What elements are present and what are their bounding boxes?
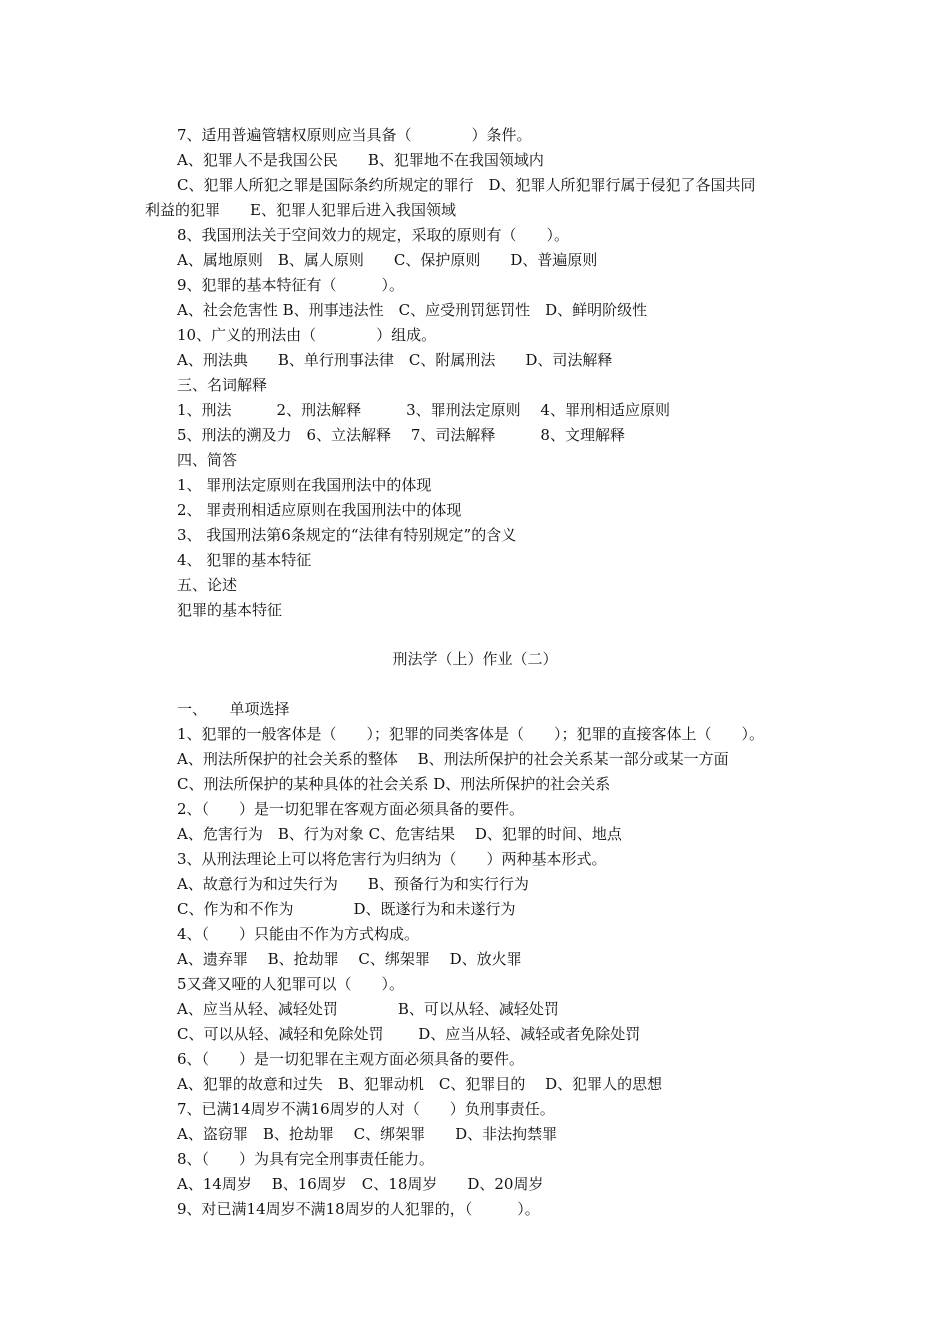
choice-question-3-options-cd: C、作为和不作为 D、既遂行为和未遂行为: [177, 900, 516, 918]
question-10-options: A、刑法典 B、单行刑事法律 C、附属刑法 D、司法解释: [177, 351, 613, 369]
choice-question-5-options-cd: C、可以从轻、减轻和免除处罚 D、应当从轻、减轻或者免除处罚: [177, 1025, 641, 1043]
short-answer-4: 4、 犯罪的基本特征: [177, 551, 312, 569]
question-8-options: A、属地原则 B、属人原则 C、保护原则 D、普遍原则: [177, 251, 598, 269]
choice-question-3-options-ab: A、故意行为和过失行为 B、预备行为和实行行为: [177, 875, 529, 893]
terms-list-2: 5、刑法的溯及力 6、立法解释 7、司法解释 8、文理解释: [177, 426, 625, 444]
assignment-title: 刑法学（上）作业（二）: [392, 650, 558, 668]
choice-question-6: 6、（ ）是一切犯罪在主观方面必须具备的要件。: [177, 1050, 525, 1068]
question-8: 8、我国刑法关于空间效力的规定，采取的原则有（ ）。: [177, 226, 570, 244]
section-heading-essay: 五、论述: [177, 576, 238, 594]
short-answer-2: 2、 罪责刑相适应原则在我国刑法中的体现: [177, 501, 462, 519]
question-9-options: A、社会危害性 B、刑事违法性 C、应受刑罚惩罚性 D、鲜明阶级性: [177, 301, 648, 319]
choice-question-1: 1、犯罪的一般客体是（ ）；犯罪的同类客体是（ ）；犯罪的直接客体上（ ）。: [177, 725, 765, 743]
choice-question-1-options-ab: A、刑法所保护的社会关系的整体 B、刑法所保护的社会关系某一部分或某一方面: [177, 750, 729, 768]
choice-question-6-options: A、犯罪的故意和过失 B、犯罪动机 C、犯罪目的 D、犯罪人的思想: [177, 1075, 663, 1093]
section-heading-terms: 三、名词解释: [177, 376, 268, 394]
short-answer-3: 3、 我国刑法第6条规定的“法律有特别规定”的含义: [177, 526, 517, 544]
choice-question-4: 4、（ ）只能由不作为方式构成。: [177, 925, 420, 943]
question-7-options-cd: C、犯罪人所犯之罪是国际条约所规定的罪行 D、犯罪人所犯罪行属于侵犯了各国共同: [177, 176, 756, 194]
choice-question-3: 3、从刑法理论上可以将危害行为归纳为（ ）两种基本形式。: [177, 850, 607, 868]
question-7-options-ab: A、犯罪人不是我国公民 B、犯罪地不在我国领域内: [177, 151, 544, 169]
terms-list-1: 1、刑法 2、刑法解释 3、罪刑法定原则 4、罪刑相适应原则: [177, 401, 670, 419]
choice-question-1-options-cd: C、刑法所保护的某种具体的社会关系 D、刑法所保护的社会关系: [177, 775, 611, 793]
choice-question-2: 2、（ ）是一切犯罪在客观方面必须具备的要件。: [177, 800, 525, 818]
choice-question-8-options: A、14周岁 B、16周岁 C、18周岁 D、20周岁: [177, 1175, 544, 1193]
section-heading-short-answer: 四、简答: [177, 451, 238, 469]
choice-question-8: 8、（ ）为具有完全刑事责任能力。: [177, 1150, 435, 1168]
question-10: 10、广义的刑法由（ ）组成。: [177, 326, 437, 344]
short-answer-1: 1、 罪刑法定原则在我国刑法中的体现: [177, 476, 432, 494]
choice-question-5-options-ab: A、应当从轻、减轻处罚 B、可以从轻、减轻处罚: [177, 1000, 559, 1018]
choice-question-7: 7、已满14周岁不满16周岁的人对（ ）负刑事责任。: [177, 1100, 555, 1118]
choice-question-9: 9、对已满14周岁不满18周岁的人犯罪的，（ ）。: [177, 1200, 540, 1218]
essay-topic: 犯罪的基本特征: [177, 601, 283, 619]
question-9: 9、犯罪的基本特征有（ ）。: [177, 276, 405, 294]
section-heading-single-choice: 一、 单项选择: [177, 700, 290, 718]
choice-question-2-options: A、危害行为 B、行为对象 C、危害结果 D、犯罪的时间、地点: [177, 825, 622, 843]
question-7: 7、适用普遍管辖权原则应当具备（ ）条件。: [177, 126, 532, 144]
choice-question-5: 5又聋又哑的人犯罪可以（ ）。: [177, 975, 405, 993]
choice-question-7-options: A、盗窃罪 B、抢劫罪 C、绑架罪 D、非法拘禁罪: [177, 1125, 558, 1143]
question-7-options-e: 利益的犯罪 E、犯罪人犯罪后进入我国领域: [145, 201, 456, 219]
choice-question-4-options: A、遗弃罪 B、抢劫罪 C、绑架罪 D、放火罪: [177, 950, 522, 968]
